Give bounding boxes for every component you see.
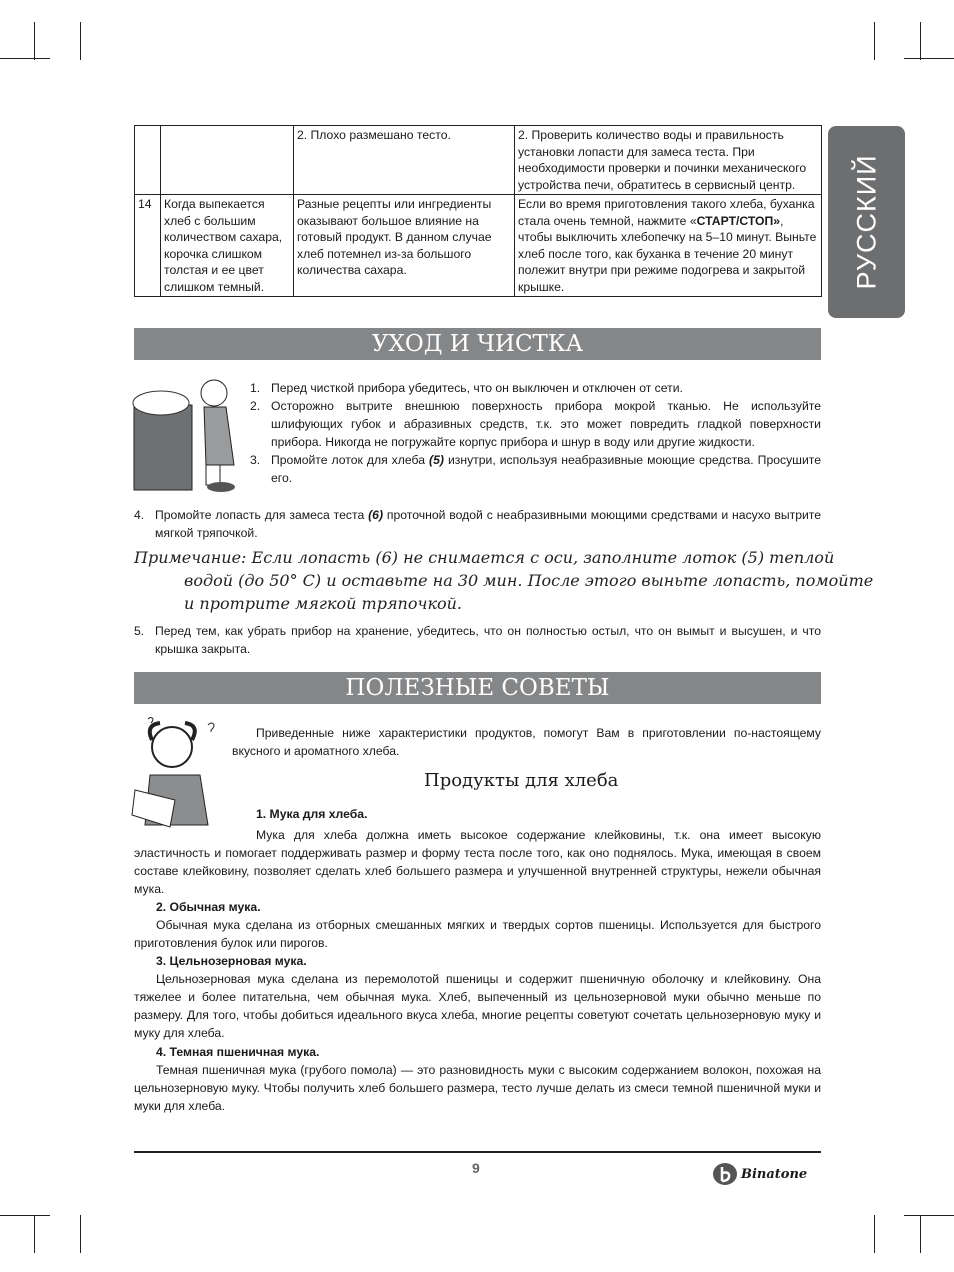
problem-cell: Когда выпекается хлеб с большим количеством сахара, корочка слишком толстая и ее цвет слишком темный. [161,195,294,297]
text: изнутри, используя неабразивные моющие средства. Просушите его. [271,453,821,485]
section-heading: 1. Мука для хлеба. [256,807,368,821]
reader-illustration [130,715,230,830]
list-item [250,451,821,487]
crop-mark [34,22,35,60]
table-row [135,126,822,195]
crop-mark [80,1215,81,1253]
note-label: Примечание: [134,548,247,567]
item-number: 5. [134,624,145,638]
brand-logo [712,1162,807,1186]
care-list-top [250,379,821,487]
crop-mark [34,1215,35,1253]
cleaning-illustration [126,365,244,495]
list-item [250,379,821,397]
part-ref: (5) [429,453,444,467]
item-text [155,506,821,542]
language-tab [828,126,905,318]
item-number: 1. [250,381,261,395]
text: проточной водой с неабразивными моющими средствами и насухо вытрите мягкой тряпочкой. [155,508,821,540]
note [134,546,874,615]
start-stop-label: СТАРТ/СТОП» [696,213,781,228]
item-text: Перед чисткой прибора убедитесь, что он выключен и отключен от сети. [271,381,683,395]
cause-cell: 2. Плохо размешано тесто. [294,126,515,195]
crop-mark [874,1215,875,1253]
list-item [134,622,821,658]
crop-mark [80,22,81,60]
crop-mark [920,1215,921,1253]
crop-mark [920,22,921,60]
problem-cell [161,126,294,195]
footer-rule [134,1151,821,1153]
section-heading: 4. Темная пшеничная мука. [156,1045,320,1059]
crop-mark [874,22,875,60]
part-ref: (6) [368,508,384,522]
crop-mark [904,58,954,59]
item-text [271,451,821,487]
care-list-5 [134,622,821,658]
brand-name: Binatone [741,1166,808,1182]
item-text: Осторожно вытрите внешнюю поверхность прибора мокрой тканью. Не используйте шлифующих губок и абразивных средств, т.к. это может повредить гладкой поверхности прибора. Никогда не погружайте корпус прибора и шнур в воду или другие жидкости. [271,399,821,449]
solution-cell: 2. Проверить количество воды и правильность установки лопасти для замеса теста. При необходимости проверки и починки механического устройства печи, обратитесь в сервисный центр. [515,126,822,195]
section-text: Темная пшеничная мука (грубого помола) — это разновидность муки с высоким содержанием волокон, похожая на цельнозерновую муку. Чтобы получить хлеб большего размера, тесто лучше делать из смеси темной пшеничной муки и муки для хлеба. [134,1063,821,1113]
note-text: Если лопасть (6) не снимается с оси, заполните лоток (5) теплой водой (до 50° С) и оставьте на 30 мин. После этого выньте лопасть, помойте и протрите мягкой тряпочкой. [184,548,874,613]
item-text: Перед тем, как убрать прибор на хранение, убедитесь, что он полностью остыл, что он вымыт и высушен, и что крышка закрыта. [155,624,821,656]
troubleshooting-table [134,125,822,297]
care-list-4 [134,506,821,542]
section-text: Обычная мука сделана из отборных смешанных мягких и твердых сортов пшеницы. Используется для быстрого приготовления булок или пирогов. [134,918,821,950]
crop-mark [0,1215,50,1216]
section-header-care: УХОД И ЧИСТКА [134,328,821,360]
binatone-logo-icon [712,1162,738,1186]
item-number: 3. [250,453,261,467]
crop-mark [0,58,50,59]
list-item [134,506,821,542]
subtitle: Продукты для хлеба [424,770,619,791]
tips-intro: Приведенные ниже характеристики продуктов, помогут Вам в приготовлении по-настоящему вкусного и ароматного хлеба. [232,726,821,758]
crop-mark [904,1215,954,1216]
cause-cell: Разные рецепты или ингредиенты оказывают большое влияние на готовый продукт. В данном случае хлеб потемнел из-за большого количества сахара. [294,195,515,297]
solution-text: Если во время приготовления такого хлеба, буханка стала очень темной, нажмите « [518,197,815,228]
solution-cell [515,195,822,297]
table-row [135,195,822,297]
row-number: 14 [135,195,161,297]
section-heading: 2. Обычная мука. [156,900,261,914]
page-number: 9 [472,1160,480,1176]
text: Промойте лоток для хлеба [271,453,430,467]
section-text: Цельнозерновая мука сделана из перемолотой пшеницы и содержит пшеничную оболочку и клейковину. Она тяжелее и более питательна, чем обычная мука. Хлеб, выпеченный из цельнозерновой муки обычно меньше по размеру. Для того, чтобы добиться идеального вкуса хлеба, многие рецепты советуют сочетать цельнозерновую муку и муку для хлеба. [134,972,821,1040]
section-text: Мука для хлеба должна иметь высокое содержание клейковины, т.к. она имеет высокую эластичность и помогает поддерживать размер и форму теста после того, как оно поднялось. Мука, имеющая в своем составе клейковину, позволяет сделать хлеб большего размера и улучшенной внутренней структуры, нежели обычная мука. [134,828,821,896]
section-heading: 3. Цельнозерновая мука. [156,954,307,968]
row-number [135,126,161,195]
language-label: РУССКИЙ [851,154,881,290]
solution-text: , чтобы выключить хлебопечку на 5–10 минут. Выньте хлеб после того, как буханка в течение 20 минут полежит внутри при режиме подогрева и закрытой крышке. [518,213,817,294]
item-number: 2. [250,399,261,413]
text: Промойте лопасть для замеса теста [155,508,369,522]
item-number: 4. [134,508,145,522]
list-item [250,397,821,451]
section-header-tips: ПОЛЕЗНЫЕ СОВЕТЫ [134,672,821,704]
